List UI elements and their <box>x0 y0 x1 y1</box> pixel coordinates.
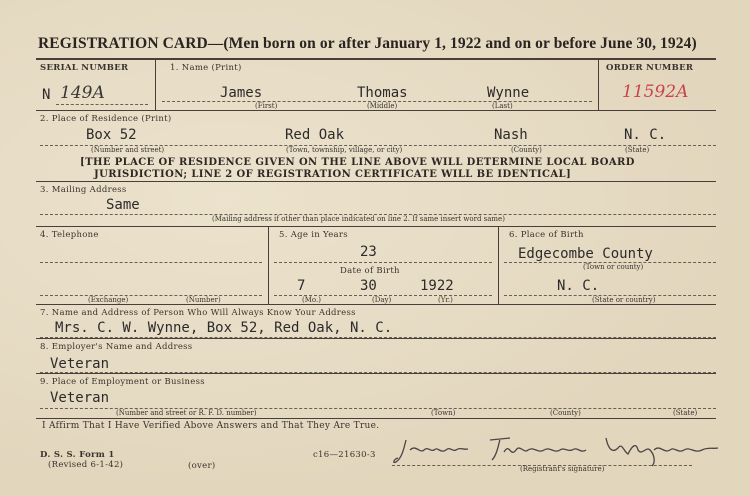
order-number-value: 11592A <box>622 82 689 102</box>
residence-street: Box 52 <box>86 127 137 143</box>
birth-year: 1922 <box>420 278 454 294</box>
employer-label: 8. Employer's Name and Address <box>40 342 193 352</box>
serial-prefix: N <box>42 87 51 103</box>
divider <box>598 58 599 110</box>
form-code: c16—21630-3 <box>313 450 376 460</box>
serial-number-value: 149A <box>60 83 105 103</box>
month-sublabel: (Mo.) <box>302 296 321 304</box>
age-label: 5. Age in Years <box>279 230 348 240</box>
contact-value: Mrs. C. W. Wynne, Box 52, Red Oak, N. C. <box>55 320 393 336</box>
employment-town-sublabel: (Town) <box>431 409 456 417</box>
birth-state-sublabel: (State or country) <box>592 296 656 304</box>
employment-street-sublabel: (Number and street or R. F. D. number) <box>116 409 257 417</box>
mailing-address-label: 3. Mailing Address <box>40 185 127 195</box>
state-sublabel: (State) <box>625 146 650 154</box>
jurisdiction-note-line1: [THE PLACE OF RESIDENCE GIVEN ON THE LINE ABOVE WILL DETERMINE LOCAL BOARD <box>80 157 635 168</box>
field-line <box>40 295 262 296</box>
registrant-signature-image <box>392 432 722 468</box>
middle-name: Thomas <box>357 85 408 101</box>
exchange-sublabel: (Exchange) <box>88 296 129 304</box>
form-revised: (Revised 6-1-42) <box>48 460 124 470</box>
signature-label: (Registrant's signature) <box>520 465 605 473</box>
telephone-label: 4. Telephone <box>40 230 99 240</box>
card-title: REGISTRATION CARD—(Men born on or after January 1, 1922 and on or before June 30, 1924) <box>38 35 697 52</box>
date-of-birth-label: Date of Birth <box>340 266 400 276</box>
employer-value: Veteran <box>50 356 110 372</box>
serial-number-label: SERIAL NUMBER <box>40 63 129 73</box>
field-line <box>274 262 492 263</box>
last-name: Wynne <box>487 85 530 101</box>
rule <box>36 110 716 111</box>
birth-town-sublabel: (Town or county) <box>583 263 644 271</box>
contact-label: 7. Name and Address of Person Who Will Always Know Your Address <box>40 308 356 318</box>
birthplace-label: 6. Place of Birth <box>509 230 584 240</box>
birth-day: 30 <box>360 278 377 294</box>
divider <box>155 58 156 110</box>
first-sublabel: (First) <box>255 102 278 110</box>
first-name: James <box>220 85 263 101</box>
employment-label: 9. Place of Employment or Business <box>40 377 205 387</box>
rule <box>36 304 716 305</box>
over-note: (over) <box>188 461 216 471</box>
last-sublabel: (Last) <box>492 102 513 110</box>
employment-state-sublabel: (State) <box>673 409 698 417</box>
jurisdiction-note-line2: JURISDICTION; LINE 2 OF REGISTRATION CERTIFICATE WILL BE IDENTICAL] <box>94 169 572 180</box>
residence-town: Red Oak <box>285 127 345 143</box>
rule <box>36 373 716 374</box>
mailing-address-value: Same <box>106 197 140 213</box>
town-sublabel: (Town, township, village, or city) <box>286 146 403 154</box>
street-sublabel: (Number and street) <box>91 146 165 154</box>
rule <box>36 58 716 60</box>
birthplace-state: N. C. <box>557 278 600 294</box>
rule <box>36 226 716 227</box>
number-sublabel: (Number) <box>186 296 221 304</box>
day-sublabel: (Day) <box>372 296 392 304</box>
birth-month: 7 <box>297 278 306 294</box>
age-value: 23 <box>360 244 377 260</box>
field-line <box>56 104 148 105</box>
employment-value: Veteran <box>50 390 110 406</box>
order-number-label: ORDER NUMBER <box>606 63 694 73</box>
middle-sublabel: (Middle) <box>367 102 398 110</box>
rule <box>36 181 716 182</box>
county-sublabel: (County) <box>511 146 542 154</box>
divider <box>268 226 269 304</box>
field-line <box>40 262 262 263</box>
residence-county: Nash <box>494 127 528 143</box>
name-label: 1. Name (Print) <box>170 63 242 73</box>
rule <box>36 338 716 339</box>
rule <box>36 418 716 419</box>
birthplace-town: Edgecombe County <box>518 246 653 262</box>
mailing-note: (Mailing address if other than place indicated on line 2. If same insert word same) <box>212 215 505 223</box>
divider <box>498 226 499 304</box>
affirmation-text: I Affirm That I Have Verified Above Answers and That They Are True. <box>42 421 380 431</box>
year-sublabel: (Yr.) <box>438 296 453 304</box>
residence-label: 2. Place of Residence (Print) <box>40 114 172 124</box>
residence-state: N. C. <box>624 127 667 143</box>
employment-county-sublabel: (County) <box>550 409 581 417</box>
form-name: D. S. S. Form 1 <box>40 450 115 460</box>
